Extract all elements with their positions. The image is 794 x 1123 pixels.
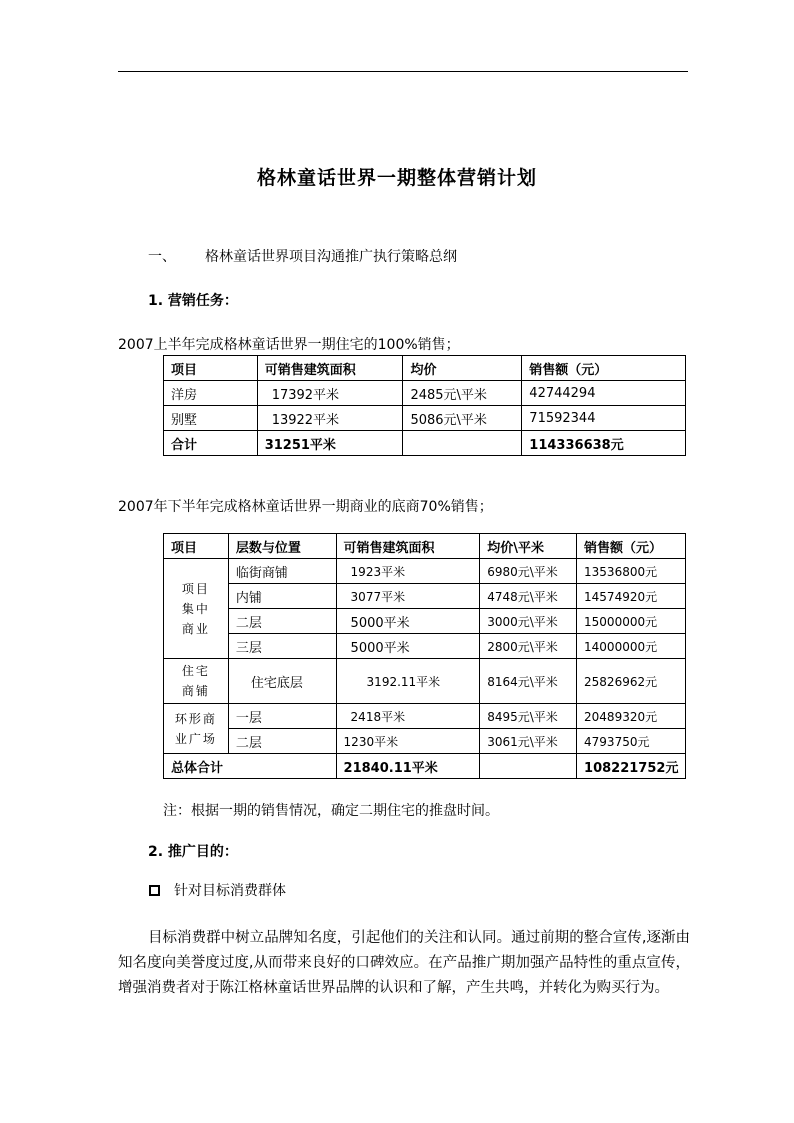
table-row — [164, 406, 686, 431]
section-heading: 格林童话世界项目沟通推广执行策略总纲 — [205, 249, 457, 265]
task-heading: 1. 营销任务： — [148, 293, 238, 309]
header-cell: 层数与位置 — [228, 534, 336, 559]
square-bullet-icon — [149, 885, 160, 896]
header-rule — [118, 71, 688, 72]
table-cell: 20489320元 — [577, 704, 686, 729]
table-cell: 71592344 — [522, 406, 686, 431]
table-cell: 8495元\平米 — [480, 704, 577, 729]
header-cell: 销售额（元） — [577, 534, 686, 559]
commercial-sales-table — [163, 533, 686, 779]
table-cell: 17392平米 — [257, 381, 403, 406]
table-row — [164, 609, 686, 634]
residential-sales-table — [163, 355, 686, 456]
table-cell: 二层 — [228, 609, 336, 634]
table-cell: 14574920元 — [577, 584, 686, 609]
table-total-row — [164, 431, 686, 456]
table-cell: 4748元\平米 — [480, 584, 577, 609]
section-number: 一、 — [148, 249, 176, 265]
body-paragraph: 目标消费群中树立品牌知名度，引起他们的关注和认同。通过前期的整合宣传,逐渐由知名度向美誉度过度,从而带来良好的口碑效应。在产品推广期加强产品特性的重点宣传，增强消费者对于陈江格林童话世界品牌的认识和了解，产生共鸣，并转化为购买行为。 — [118, 930, 690, 996]
sales-target-line-1: 2007上半年完成格林童话世界一期住宅的100%销售； — [118, 337, 460, 353]
table-cell: 1923平米 — [336, 559, 480, 584]
table-row — [164, 729, 686, 754]
table-cell: 13536800元 — [577, 559, 686, 584]
table-total-row — [164, 754, 686, 779]
table-cell: 二层 — [228, 729, 336, 754]
table-cell: 25826962元 — [577, 659, 686, 704]
header-cell: 销售额（元） — [522, 356, 686, 381]
table-cell: 总体合计 — [164, 754, 337, 779]
table-cell: 临街商铺 — [228, 559, 336, 584]
table-cell: 5000平米 — [336, 634, 480, 659]
table-cell: 3192.11平米 — [336, 659, 480, 704]
table-cell: 42744294 — [522, 381, 686, 406]
group-label-residential-shops: 住宅商铺 — [164, 659, 229, 704]
table-cell: 4793750元 — [577, 729, 686, 754]
table-cell: 6980元\平米 — [480, 559, 577, 584]
goal-heading: 2. 推广目的： — [148, 844, 238, 860]
table-row — [164, 381, 686, 406]
table-cell: 13922平米 — [257, 406, 403, 431]
table-row — [164, 634, 686, 659]
table-cell: 5086元\平米 — [403, 406, 522, 431]
table-cell: 3077平米 — [336, 584, 480, 609]
table-cell: 5000平米 — [336, 609, 480, 634]
table-cell: 2485元\平米 — [403, 381, 522, 406]
table-cell: 住宅底层 — [228, 659, 336, 704]
table-cell: 8164元\平米 — [480, 659, 577, 704]
header-cell: 均价 — [403, 356, 522, 381]
table-cell — [403, 431, 522, 456]
table-cell: 内铺 — [228, 584, 336, 609]
table-cell: 一层 — [228, 704, 336, 729]
table-cell: 14000000元 — [577, 634, 686, 659]
header-cell: 可销售建筑面积 — [336, 534, 480, 559]
table-cell: 15000000元 — [577, 609, 686, 634]
table-row — [164, 584, 686, 609]
table-header-row — [164, 356, 686, 381]
group-label-centralized-commerce: 项目集中商业 — [164, 559, 229, 659]
table-cell: 洋房 — [164, 381, 258, 406]
table-cell — [480, 754, 577, 779]
note-text: 注：根据一期的销售情况，确定二期住宅的推盘时间。 — [163, 803, 499, 819]
table-cell: 114336638元 — [522, 431, 686, 456]
table-cell: 3000元\平米 — [480, 609, 577, 634]
header-cell: 均价\平米 — [480, 534, 577, 559]
table-cell: 21840.11平米 — [336, 754, 480, 779]
header-cell: 项目 — [164, 356, 258, 381]
header-cell: 项目 — [164, 534, 229, 559]
table-header-row — [164, 534, 686, 559]
table-cell: 三层 — [228, 634, 336, 659]
group-label-ring-plaza: 环形商业广场 — [164, 704, 229, 754]
table-row — [164, 659, 686, 704]
bullet-text: 针对目标消费群体 — [174, 883, 286, 899]
table-cell: 108221752元 — [577, 754, 686, 779]
table-cell: 1230平米 — [336, 729, 480, 754]
sales-target-line-2: 2007年下半年完成格林童话世界一期商业的底商70%销售； — [118, 499, 493, 515]
table-cell: 2800元\平米 — [480, 634, 577, 659]
page-title: 格林童话世界一期整体营销计划 — [256, 167, 537, 189]
table-cell: 合计 — [164, 431, 258, 456]
table-row — [164, 559, 686, 584]
header-cell: 可销售建筑面积 — [257, 356, 403, 381]
table-cell: 31251平米 — [257, 431, 403, 456]
table-cell: 别墅 — [164, 406, 258, 431]
table-row — [164, 704, 686, 729]
table-cell: 2418平米 — [336, 704, 480, 729]
table-cell: 3061元\平米 — [480, 729, 577, 754]
